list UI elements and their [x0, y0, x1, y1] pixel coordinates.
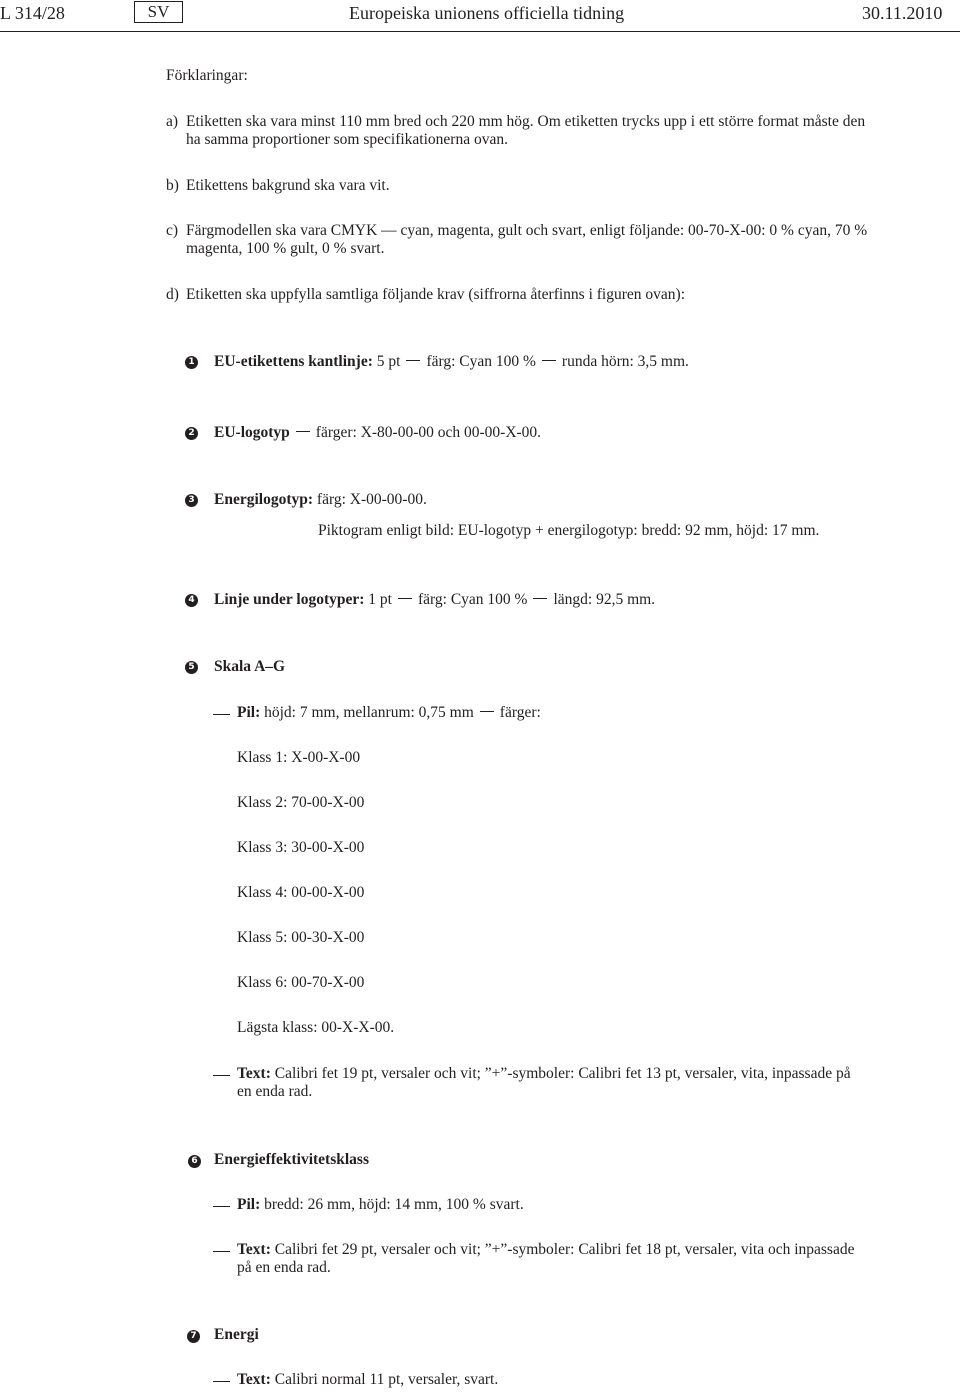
- em-dash: [533, 598, 547, 599]
- spec-3-color: färg: X-00-00-00.: [316, 491, 427, 508]
- item-d-marker: d): [166, 286, 179, 303]
- spec-3-label: Energilogotyp:: [214, 491, 314, 508]
- spec-5-text-value: Calibri fet 19 pt, versaler och vit; ”+”-symboler: Calibri fet 13 pt, versaler, vita, inpassade på en enda rad.: [237, 1065, 851, 1100]
- item-b-text: Etikettens bakgrund ska vara vit.: [186, 177, 390, 194]
- em-dash: [296, 431, 310, 432]
- item-c-text: Färgmodellen ska vara CMYK — cyan, magenta, gult och svart, enligt följande: 00-70-X-00: 0 % cyan, 70 % magenta, 100 % gult, 0 % svart.: [186, 222, 868, 257]
- spec-7-text-label: Text:: [237, 1371, 271, 1388]
- spec-4-line: [214, 591, 655, 609]
- list-dash: [213, 1206, 230, 1207]
- spec-5-text-label: Text:: [237, 1065, 271, 1082]
- spec-1-corners: runda hörn: 3,5 mm.: [561, 353, 689, 370]
- spec-5-arrow-colors: färger:: [499, 704, 541, 721]
- spec-6-label: Energieffektivitetsklass: [214, 1151, 369, 1168]
- em-dash: [542, 360, 556, 361]
- item-c-marker: c): [166, 222, 179, 239]
- item-a-marker: a): [166, 113, 179, 130]
- spec-2-line: [214, 424, 541, 442]
- class-1-color: Klass 1: X-00-X-00: [237, 749, 361, 766]
- spec-4-width: 1 pt: [368, 591, 392, 608]
- spec-3-note: Piktogram enligt bild: EU-logotyp + energilogotyp: bredd: 92 mm, höjd: 17 mm.: [318, 522, 820, 539]
- spec-5-text-line: [237, 1065, 867, 1101]
- lowest-class-color: Lägsta klass: 00-X-X-00.: [237, 1019, 395, 1036]
- em-dash: [398, 598, 412, 599]
- list-dash: [213, 714, 230, 715]
- spec-1-color: färg: Cyan 100 %: [426, 353, 536, 370]
- spec-5-arrow-size: höjd: 7 mm, mellanrum: 0,75 mm: [264, 704, 474, 721]
- item-a-text: Etiketten ska vara minst 110 mm bred och 220 mm hög. Om etiketten trycks upp i ett större format måste den ha samma proportioner som specifikationerna ovan.: [186, 113, 866, 148]
- item-d-text: Etiketten ska uppfylla samtliga följande krav (siffrorna återfinns i figuren ovan):: [186, 286, 685, 303]
- spec-2-label: EU-logotyp: [214, 424, 290, 441]
- spec-3-line: [214, 491, 427, 509]
- spec-7-number-badge: 7: [187, 1330, 200, 1343]
- language-badge: SV: [134, 1, 183, 23]
- spec-1-line: [214, 353, 689, 371]
- list-dash: [213, 1075, 230, 1076]
- spec-6-text-value: Calibri fet 29 pt, versaler och vit; ”+”-symboler: Calibri fet 18 pt, versaler, vita och inpassade på en enda rad.: [237, 1241, 855, 1276]
- spec-5-arrow-line: [237, 704, 541, 722]
- spec-4-color: färg: Cyan 100 %: [417, 591, 528, 608]
- class-4-color: Klass 4: 00-00-X-00: [237, 884, 365, 901]
- list-dash: [213, 1381, 230, 1382]
- spec-2-colors: färger: X-80-00-00 och 00-00-X-00.: [315, 424, 542, 441]
- publication-date: 30.11.2010: [862, 3, 943, 23]
- spec-5-arrow-label: Pil:: [237, 704, 261, 721]
- spec-6-arrow-line: [237, 1196, 524, 1214]
- spec-6-number-badge: 6: [188, 1155, 201, 1168]
- class-2-color: Klass 2: 70-00-X-00: [237, 794, 365, 811]
- spec-7-text-line: [237, 1371, 498, 1389]
- spec-1-width: 5 pt: [376, 353, 401, 370]
- spec-5-number-badge: 5: [185, 661, 198, 674]
- spec-6-text-line: [237, 1241, 867, 1277]
- header-rule: [0, 31, 960, 32]
- list-dash: [213, 1251, 230, 1252]
- spec-4-length: längd: 92,5 mm.: [553, 591, 656, 608]
- spec-3-number-badge: 3: [185, 494, 198, 507]
- spec-6-arrow-value: bredd: 26 mm, höjd: 14 mm, 100 % svart.: [264, 1196, 524, 1213]
- spec-6-arrow-label: Pil:: [237, 1196, 261, 1213]
- spec-1-label: EU-etikettens kantlinje:: [214, 353, 373, 370]
- spec-4-number-badge: 4: [185, 594, 198, 607]
- page-reference: L 314/28: [0, 3, 65, 23]
- class-6-color: Klass 6: 00-70-X-00: [237, 974, 365, 991]
- spec-6-text-label: Text:: [237, 1241, 271, 1258]
- spec-1-number-badge: 1: [185, 356, 198, 369]
- spec-5-label: Skala A–G: [214, 658, 286, 675]
- journal-title: Europeiska unionens officiella tidning: [349, 3, 625, 23]
- legend-title: Förklaringar:: [166, 67, 248, 84]
- spec-4-label: Linje under logotyper:: [214, 591, 365, 608]
- class-5-color: Klass 5: 00-30-X-00: [237, 929, 365, 946]
- spec-7-text-value: Calibri normal 11 pt, versaler, svart.: [274, 1371, 499, 1388]
- spec-7-label: Energi: [214, 1326, 259, 1343]
- item-b-marker: b): [166, 177, 179, 194]
- class-3-color: Klass 3: 30-00-X-00: [237, 839, 365, 856]
- em-dash: [406, 360, 420, 361]
- em-dash: [480, 711, 494, 712]
- spec-2-number-badge: 2: [185, 427, 198, 440]
